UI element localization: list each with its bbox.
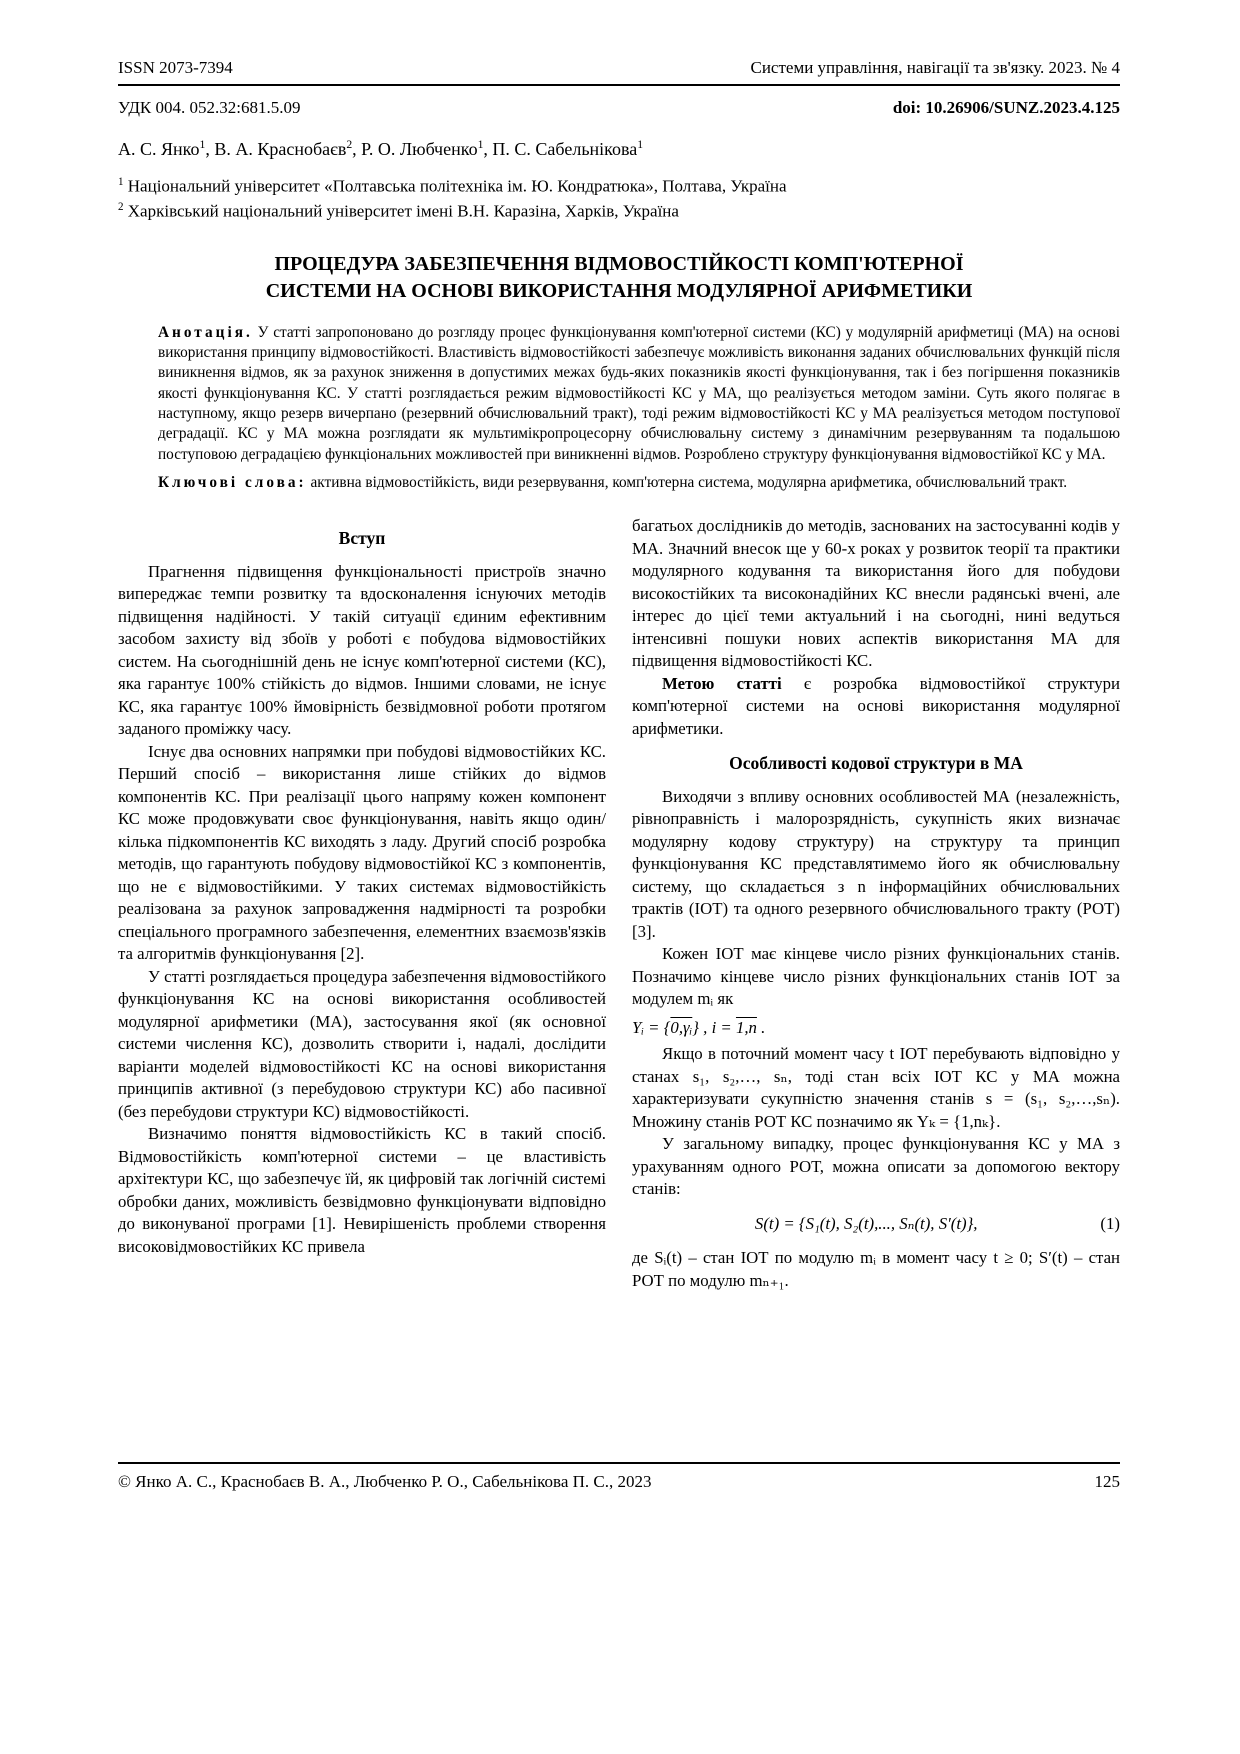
right-column [632,515,1120,1292]
copyright: © Янко А. С., Краснобаєв В. А., Любченко Р. О., Сабельнікова П. С., 2023 [118,1472,652,1491]
section-heading-intro: Вступ [338,528,386,549]
formula-part: . [756,1017,766,1037]
formula-overline: 0,γᵢ [670,1017,693,1037]
doi: doi: 10.26906/SUNZ.2023.4.125 [892,98,1120,117]
keywords-label: Ключові слова: [158,474,307,491]
paragraph: Визначимо поняття відмовостійкість КС в такий спосіб. Відмовостійкість комп'ютерної системи – це властивість архітектури КС, що забезпечує їй, як цифровій так логічній системі обробки даних, можливість безвідмовно функціонувати відповідно до виконуваної програми [1]. Невирішеність проблеми створення високовідмовостійких КС привела [118,1124,606,1256]
affiliation-mark: 2 [118,201,124,214]
page-footer [118,1462,1120,1492]
affiliations [118,174,1120,225]
authors-line [118,138,1120,160]
abstract-text: У статті запропоновано до розгляду процес функціонування комп'ютерної системи (КС) у модулярній арифметиці (МА) на основі використання принципу відмовостійкості. Властивість відмовостійкості забезпечує можливість виконання заданих обчислювальних функцій після виникнення відмов, як за рахунок зниження в допустимих межах будь-яких показників якості функціонування, так і без погіршення показників якості функціонування КС. У статті розглядається режим відмовостійкості КС у МА, що реалізується методом заміни. Суть якого полягає в наступному, якщо резерв вичерпано (резервний обчислювальний тракт), тоді режим відмовостійкості КС у МА реалізується методом поступової деградації. КС у МА можна розглядати як мультимікропроцесорну обчислювальну систему з динамічним резервуванням та подальшою поступовою деградацією функціональних можливостей при виникненні відмов. Розроблено структуру функціонування відмовостійкої КС у МА. [158,323,1120,463]
left-column [118,515,606,1292]
author-affiliation-mark: 1 [637,138,644,151]
author-affiliation-mark: 2 [346,138,353,151]
header-divider [118,84,1120,86]
affiliation-text: Національний університет «Полтавська політехніка ім. Ю. Кондратюка», Полтава, Україна [127,176,787,196]
footer-row [118,1472,1120,1492]
author [205,139,352,159]
author [483,139,643,159]
paragraph: багатьох дослідників до методів, заснованих на застосуванні кодів у МА. Значний внесок ще у 60-х роках у розвиток теорії та практики модулярного кодування та використання його для побудови високостійких та високонадійних КС внесли радянські вчені, але інтерес до цієї теми актуальний і на сьогодні, нині ведуться інтенсивні пошуки нових аспектів використання МА для підвищення відмовостійкості КС. [632,516,1120,671]
page-number: 125 [1094,1472,1120,1491]
author-name: , Р. О. Любченко [352,139,478,159]
udc: УДК 004. 052.32:681.5.09 [118,98,301,117]
paragraph: Виходячи з впливу основних особливостей МА (незалежність, рівноправність і малорозрядність, сукупність яких визначає модулярну кодову структуру) на структуру та принцип функціонування КС представлятимемо його як обчислювальну систему, що складається з n інформаційних обчислювальних трактів (ІОТ) та одного резервного обчислювального тракту (РОТ) [3]. [632,786,1120,941]
author-name: , В. А. Краснобаєв [205,139,347,159]
equation-number: (1) [1100,1213,1120,1233]
affiliation-mark: 1 [118,176,124,188]
keywords [158,473,1120,493]
footer-divider [118,1462,1120,1464]
paragraph: Існує два основних напрямки при побудові відмовостійких КС. Перший спосіб – використання лише стійких до відмов компонентів КС. При реалізації цього напряму кожен компонент КС може продовжувати своє функціонування, навіть якщо один/кілька підкомпонентів КС виходять з ладу. Другий спосіб розробка методів, що гарантують побудову відмовостійкої КС з компонентів, що не є відмовостійкими. У таких системах відмовостійкість реалізована за рахунок запровадження надмірності та розробки спеціального програмного забезпечення, елементних взаємозв'язків та алгоритмів функціонування [2]. [118,741,606,964]
paragraph: У загальному випадку, процес функціонування КС у МА з урахуванням одного РОТ, можна описати за допомогою вектору станів: [632,1134,1120,1199]
meta-row [118,98,1120,118]
author-name: , П. С. Сабельнікова [483,139,638,159]
article-title: ПРОЦЕДУРА ЗАБЕЗПЕЧЕННЯ ВІДМОВОСТІЙКОСТІ КОМП'ЮТЕРНОЇ СИСТЕМИ НА ОСНОВІ ВИКОРИСТАННЯ МОДУЛЯРНОЇ АРИФМЕТИКИ [265,252,973,302]
abstract-label: Анотація. [158,323,253,341]
paragraph: де Sᵢ(t) – стан ІОТ по модулю mᵢ в момент часу t ≥ 0; S′(t) – стан РОТ по модулю mₙ₊₁. [632,1248,1120,1290]
paragraph: Кожен ІОТ має кінцеве число різних функціональних станів. Позначимо кінцеве число різних функціональних станів ІОТ за модулем mᵢ як [632,944,1120,1009]
journal-title: Системи управління, навігації та зв'язку. 2023. № 4 [750,58,1120,77]
paragraph-goal [632,673,1120,741]
paragraph: У статті розглядається процедура забезпечення відмовостійкого функціонування КС на основі використання особливостей модулярної арифметики (МА), застосування якої (як основної системи числення КС), дозволить створити і, надалі, дослідити варіанти моделей відмовостійкості КС на основі використання принципів активної (з перебудовою структури КС) або пасивної (без перебудови структури КС) відмовостійкості. [118,966,606,1121]
formula-overline: 1,n [735,1017,757,1037]
equation-1 [632,1213,1120,1236]
inline-formula [632,1017,1120,1040]
affiliation [118,174,1120,199]
author-affiliation-mark: 1 [199,138,206,151]
paragraph: Якщо в поточний момент часу t ІОТ перебувають відповідно у станах s₁, s₂,…, sₙ, тоді стан всіх ІОТ КС у МА можна характеризувати сукупністю значення станів s = (s₁, s₂,…,sₙ). Множину станів РОТ КС позначимо як Υₖ = {1,nₖ}. [632,1044,1120,1131]
section-heading-code-structure: Особливості кодової структури в МА [729,753,1023,774]
author-name: А. С. Янко [118,139,200,159]
keywords-text: активна відмовостійкість, види резервування, комп'ютерна система, модулярна арифметика, обчислювальний тракт. [310,474,1068,491]
affiliation-text: Харківський національний університет імені В.Н. Каразіна, Харків, Україна [127,201,679,221]
abstract [158,323,1120,465]
author-affiliation-mark: 1 [477,138,484,151]
affiliation [118,199,1120,224]
author [118,139,205,159]
goal-lead: Метою статті [662,673,782,693]
issn: ISSN 2073-7394 [118,58,233,77]
formula-part: } , i = [692,1017,736,1037]
goal-text: є розробка відмовостійкої структури комп'ютерної системи на основі використання модулярної арифметики. [632,673,1120,738]
journal-header [118,58,1120,78]
two-column-body [118,515,1120,1292]
formula-part: Υᵢ = { [632,1017,671,1037]
equation-body: S(t) = {S₁(t), S₂(t),..., Sₙ(t), S′(t)}, [754,1213,978,1233]
paragraph: Прагнення підвищення функціональності пристроїв значно випереджає темпи розвитку та вдосконалення існуючих методів підвищення надійності. У такій ситуації єдиним ефективним засобом захисту від збоїв у роботі є побудова відмовостійких систем. На сьогоднішній день не існує комп'ютерної системи (КС), яка гарантує 100% стійкість до відмов. Іншими словами, не існує КС, яка гарантує 100% ймовірність безвідмовної роботи протягом заданого проміжку часу. [118,561,606,739]
author [352,139,483,159]
